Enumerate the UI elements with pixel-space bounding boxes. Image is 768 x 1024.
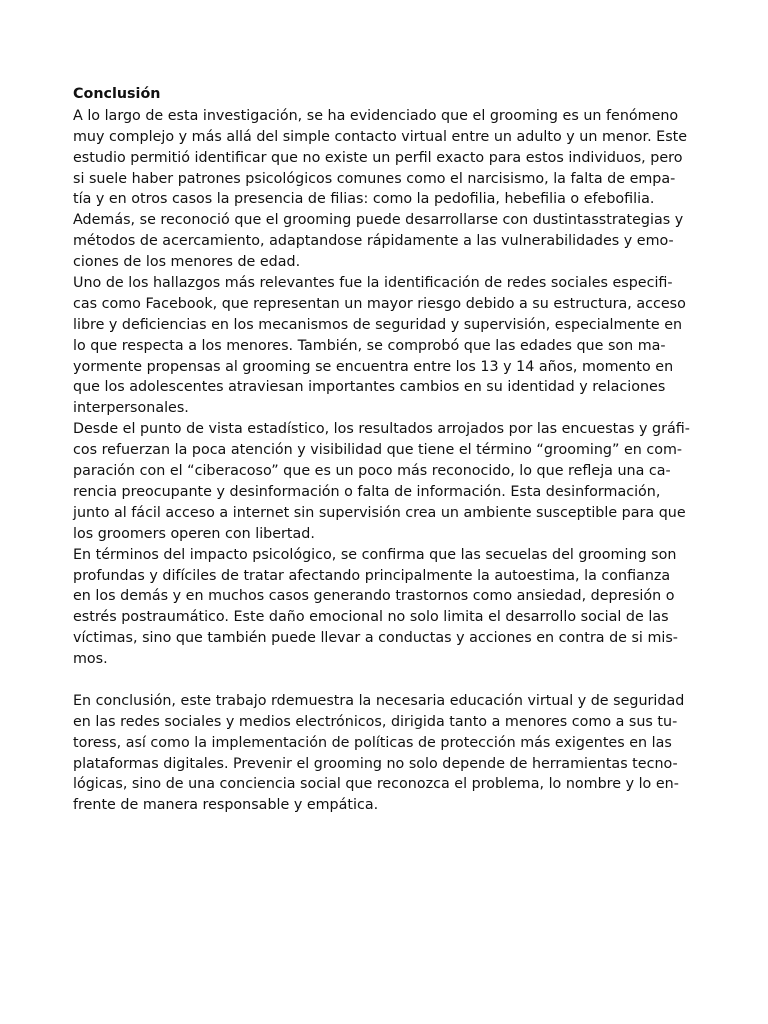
text-line: en los demás y en muchos casos generando trastornos como ansiedad, depresión o [73, 588, 675, 605]
text-line: muy complejo y más allá del simple contacto virtual entre un adulto y un menor. Este [73, 128, 688, 145]
text-line: en las redes sociales y medios electrónicos, dirigida tanto a menores como a sus tu- [73, 713, 678, 730]
text-line: frente de manera responsable y empática. [73, 797, 379, 814]
text-line: paración con el “ciberacoso” que es un poco más reconocido, lo que refleja una ca- [73, 463, 671, 480]
text-line: Uno de los hallazgos más relevantes fue la identificación de redes sociales especifi- [73, 275, 673, 292]
text-line: si suele haber patrones psicológicos comunes como el narcisismo, la falta de empa- [73, 170, 676, 187]
text-line: cos refuerzan la poca atención y visibilidad que tiene el término “grooming” en com- [73, 442, 683, 459]
text-line: interpersonales. [73, 400, 189, 417]
text-line: A lo largo de esta investigación, se ha evidenciado que el grooming es un fenómeno [73, 107, 679, 124]
text-line: víctimas, sino que también puede llevar a conductas y acciones en contra de si mis- [73, 630, 678, 647]
text-line: Desde el punto de vista estadístico, los resultados arrojados por las encuestas y gráfi- [73, 421, 690, 438]
text-line: mos. [73, 651, 108, 668]
text-line: junto al fácil acceso a internet sin supervisión crea un ambiente susceptible para que [73, 504, 686, 521]
text-line: En términos del impacto psicológico, se confirma que las secuelas del grooming son [73, 546, 677, 563]
blank-line [73, 670, 695, 691]
text-line: lógicas, sino de una conciencia social que reconozca el problema, lo nombre y lo en- [73, 776, 679, 793]
text-line: métodos de acercamiento, adaptandose rápidamente a las vulnerabilidades y emo- [73, 233, 674, 250]
text-line: estrés postraumático. Este daño emocional no solo limita el desarrollo social de las [73, 609, 669, 626]
text-line: los groomers operen con libertad. [73, 525, 315, 542]
text-line: cas como Facebook, que representan un mayor riesgo debido a su estructura, acceso [73, 295, 686, 312]
text-line: rencia preocupante y desinformación o falta de información. Esta desinformación, [73, 483, 661, 500]
text-line: En conclusión, este trabajo rdemuestra la necesaria educación virtual y de seguridad [73, 692, 685, 709]
text-line: tía y en otros casos la presencia de filias: como la pedofilia, hebefilia o efebofilia. [73, 191, 655, 208]
text-line: lo que respecta a los menores. También, se comprobó que las edades que son ma- [73, 337, 666, 354]
text-line: estudio permitió identificar que no existe un perfil exacto para estos individuos, pero [73, 149, 683, 166]
text-line: Además, se reconoció que el grooming puede desarrollarse con dustintasstrategias y [73, 212, 684, 229]
section-heading: Conclusión [73, 86, 161, 102]
text-line: profundas y difíciles de tratar afectando principalmente la autoestima, la confianza [73, 567, 671, 584]
text-line: que los adolescentes atraviesan importantes cambios en su identidad y relaciones [73, 379, 666, 396]
text-line: yormente propensas al grooming se encuentra entre los 13 y 14 años, momento en [73, 358, 674, 375]
document-body [73, 84, 695, 816]
text-line: libre y deficiencias en los mecanismos de seguridad y supervisión, especialmente en [73, 316, 683, 333]
paragraph-lines [73, 106, 695, 816]
text-line: plataformas digitales. Prevenir el grooming no solo depende de herramientas tecno- [73, 755, 678, 772]
text-line: ciones de los menores de edad. [73, 254, 301, 271]
text-line: toress, así como la implementación de políticas de protección más exigentes en las [73, 734, 672, 751]
